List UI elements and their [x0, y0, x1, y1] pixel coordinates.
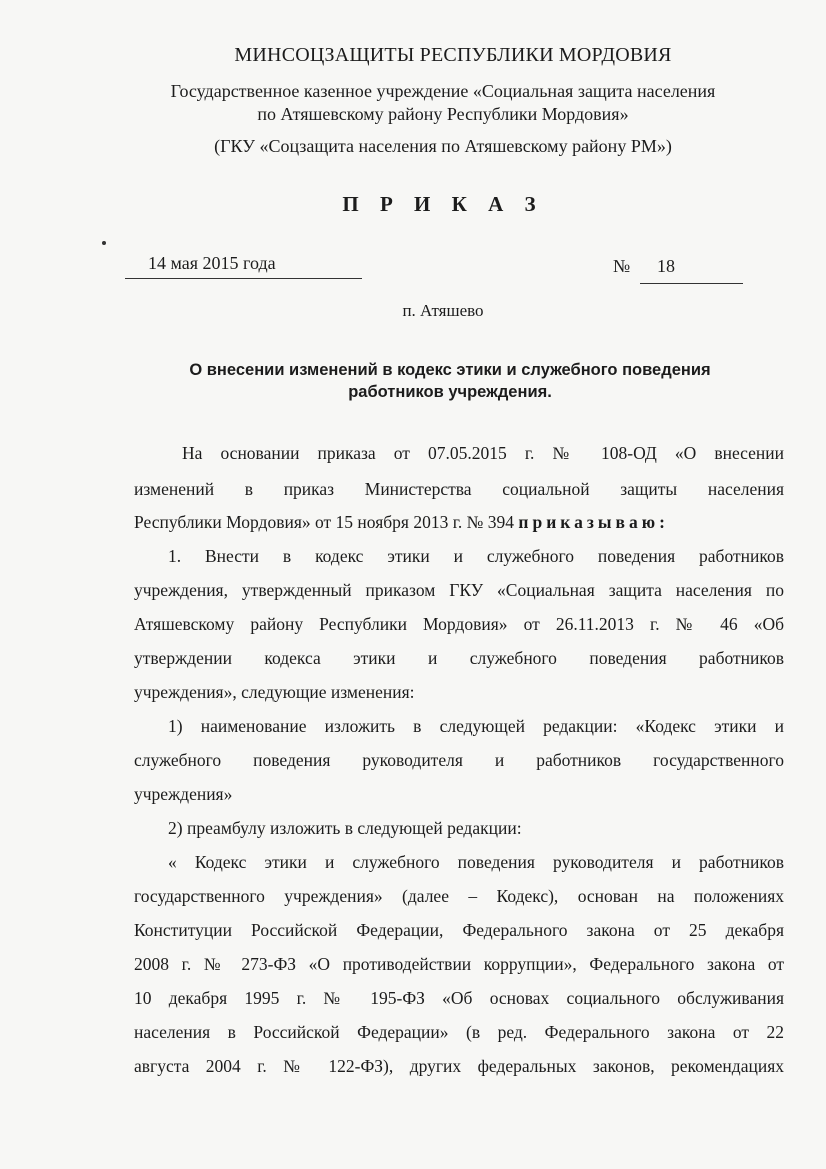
body-line: Конституции Российской Федерации, Федерального закона от 25 декабря	[134, 920, 784, 940]
document-number: 18	[657, 256, 675, 276]
institution-line-1: Государственное казенное учреждение «Социальная защита населения	[170, 81, 716, 101]
body-line: августа 2004 г. № 122-ФЗ), других федеральных законов, рекомендациях	[134, 1056, 784, 1076]
ministry-header: МИНСОЦЗАЩИТЫ РЕСПУБЛИКИ МОРДОВИЯ	[234, 44, 672, 66]
body-line: 1) наименование изложить в следующей редакции: «Кодекс этики и	[168, 716, 784, 736]
document-title: П Р И К А З	[342, 192, 544, 216]
date-underline	[125, 278, 362, 279]
body-line: 1. Внести в кодекс этики и служебного поведения работников	[168, 546, 784, 566]
body-line: На основании приказа от 07.05.2015 г. № 108-ОД «О внесении	[182, 443, 784, 463]
document-date: 14 мая 2015 года	[148, 253, 276, 273]
number-sign: №	[613, 256, 631, 276]
subject-line-2: работников учреждения.	[348, 383, 552, 401]
body-line: 2) преамбулу изложить в следующей редакции:	[168, 818, 522, 838]
ink-dot	[102, 241, 106, 245]
document-place: п. Атяшево	[402, 301, 484, 320]
body-line: 2008 г. № 273-ФЗ «О противодействии коррупции», Федерального закона от	[134, 954, 784, 974]
body-line	[134, 512, 784, 533]
body-line: учреждения», следующие изменения:	[134, 682, 415, 702]
body-line: изменений в приказ Министерства социальной защиты населения	[134, 479, 784, 499]
number-underline	[640, 283, 743, 284]
body-line: служебного поведения руководителя и работников государственного	[134, 750, 784, 770]
institution-short-name: (ГКУ «Соцзащита населения по Атяшевскому району РМ»)	[214, 136, 672, 156]
body-line: учреждения, утвержденный приказом ГКУ «Социальная защита населения по	[134, 580, 784, 600]
body-line-text: Республики Мордовия» от 15 ноября 2013 г. № 394	[134, 512, 519, 532]
body-line: государственного учреждения» (далее – Кодекс), основан на положениях	[134, 886, 784, 906]
body-line: учреждения»	[134, 784, 233, 804]
body-line: утверждении кодекса этики и служебного поведения работников	[134, 648, 784, 668]
institution-line-2: по Атяшевскому району Республики Мордовия»	[257, 104, 629, 124]
subject-line-1: О внесении изменений в кодекс этики и служебного поведения	[189, 361, 711, 379]
body-line: Атяшевскому району Республики Мордовия» от 26.11.2013 г. № 46 «Об	[134, 614, 784, 634]
body-line: населения в Российской Федерации» (в ред. Федерального закона от 22	[134, 1022, 784, 1042]
institution-name	[30, 80, 826, 126]
document-subject	[150, 359, 750, 403]
body-line: 10 декабря 1995 г. № 195-ФЗ «Об основах социального обслуживания	[134, 988, 784, 1008]
order-word: приказываю:	[518, 512, 669, 532]
body-line: « Кодекс этики и служебного поведения руководителя и работников	[168, 852, 784, 872]
